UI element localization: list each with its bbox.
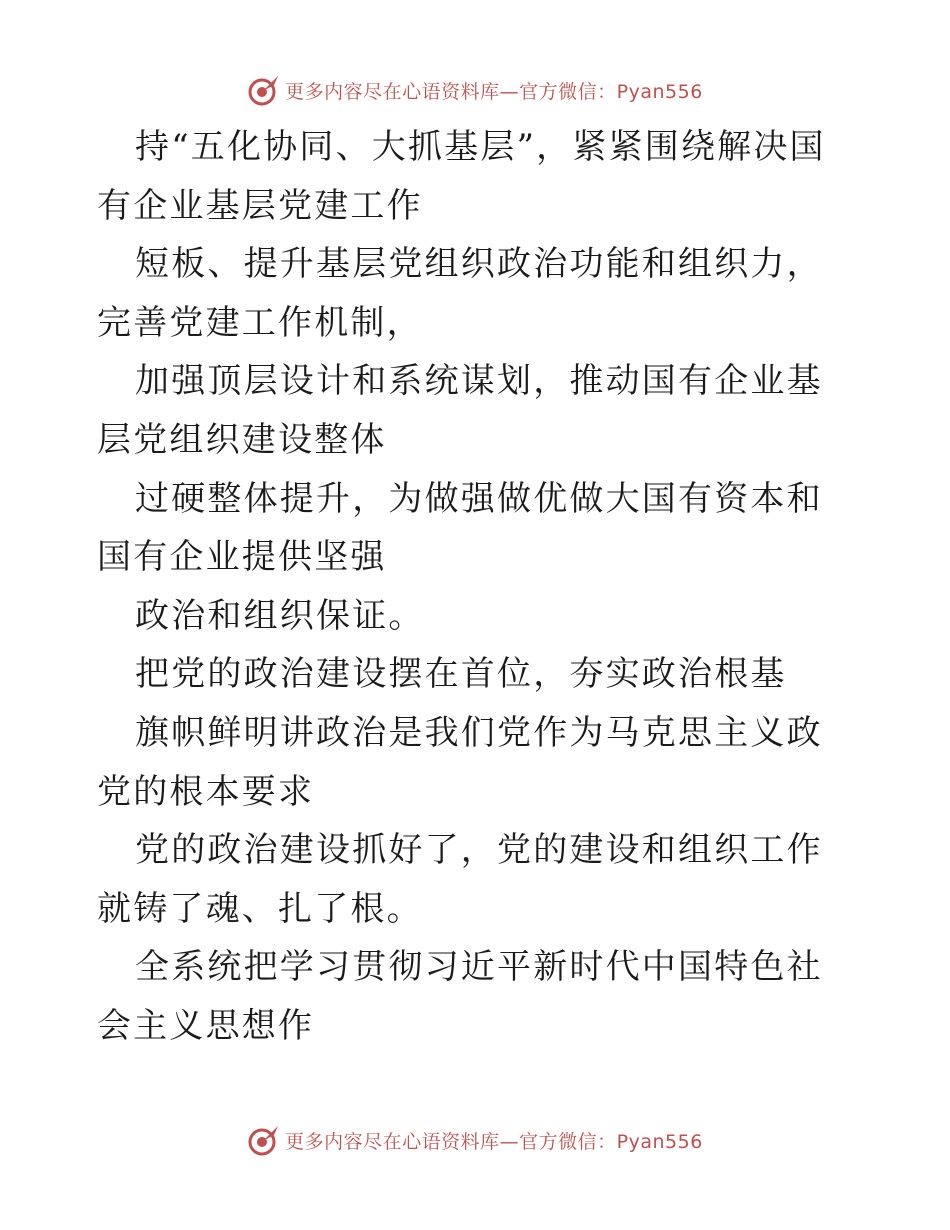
paragraph: 持“五化协同、大抓基层”，紧紧围绕解决国有企业基层党建工作 <box>97 127 826 226</box>
paragraph: 短板、提升基层党组织政治功能和组织力，完善党建工作机制， <box>97 244 823 343</box>
footer-banner-text: 更多内容尽在心语资料库—官方微信：Pyan556 <box>285 1130 703 1153</box>
document-body <box>97 118 857 1056</box>
footer-banner <box>0 1120 950 1160</box>
paragraph: 加强顶层设计和系统谋划，推动国有企业基层党组织建设整体 <box>97 361 823 460</box>
paragraph: 旗帜鲜明讲政治是我们党作为马克思主义政党的根本要求 <box>97 712 823 812</box>
paragraph: 政治和组织保证。 <box>135 595 425 636</box>
paragraph: 把党的政治建设摆在首位，夯实政治根基 <box>135 654 787 695</box>
paragraph: 过硬整体提升，为做强做优做大国有资本和国有企业提供坚强 <box>97 478 823 578</box>
header-banner <box>0 70 950 110</box>
paragraph: 党的政治建设抓好了，党的建设和组织工作就铸了魂、扎了根。 <box>97 830 823 929</box>
paragraph: 全系统把学习贯彻习近平新时代中国特色社会主义思想作 <box>97 947 823 1046</box>
quill-logo-icon <box>247 1123 281 1157</box>
header-banner-text: 更多内容尽在心语资料库—官方微信：Pyan556 <box>285 80 703 103</box>
quill-logo-icon <box>247 73 281 107</box>
